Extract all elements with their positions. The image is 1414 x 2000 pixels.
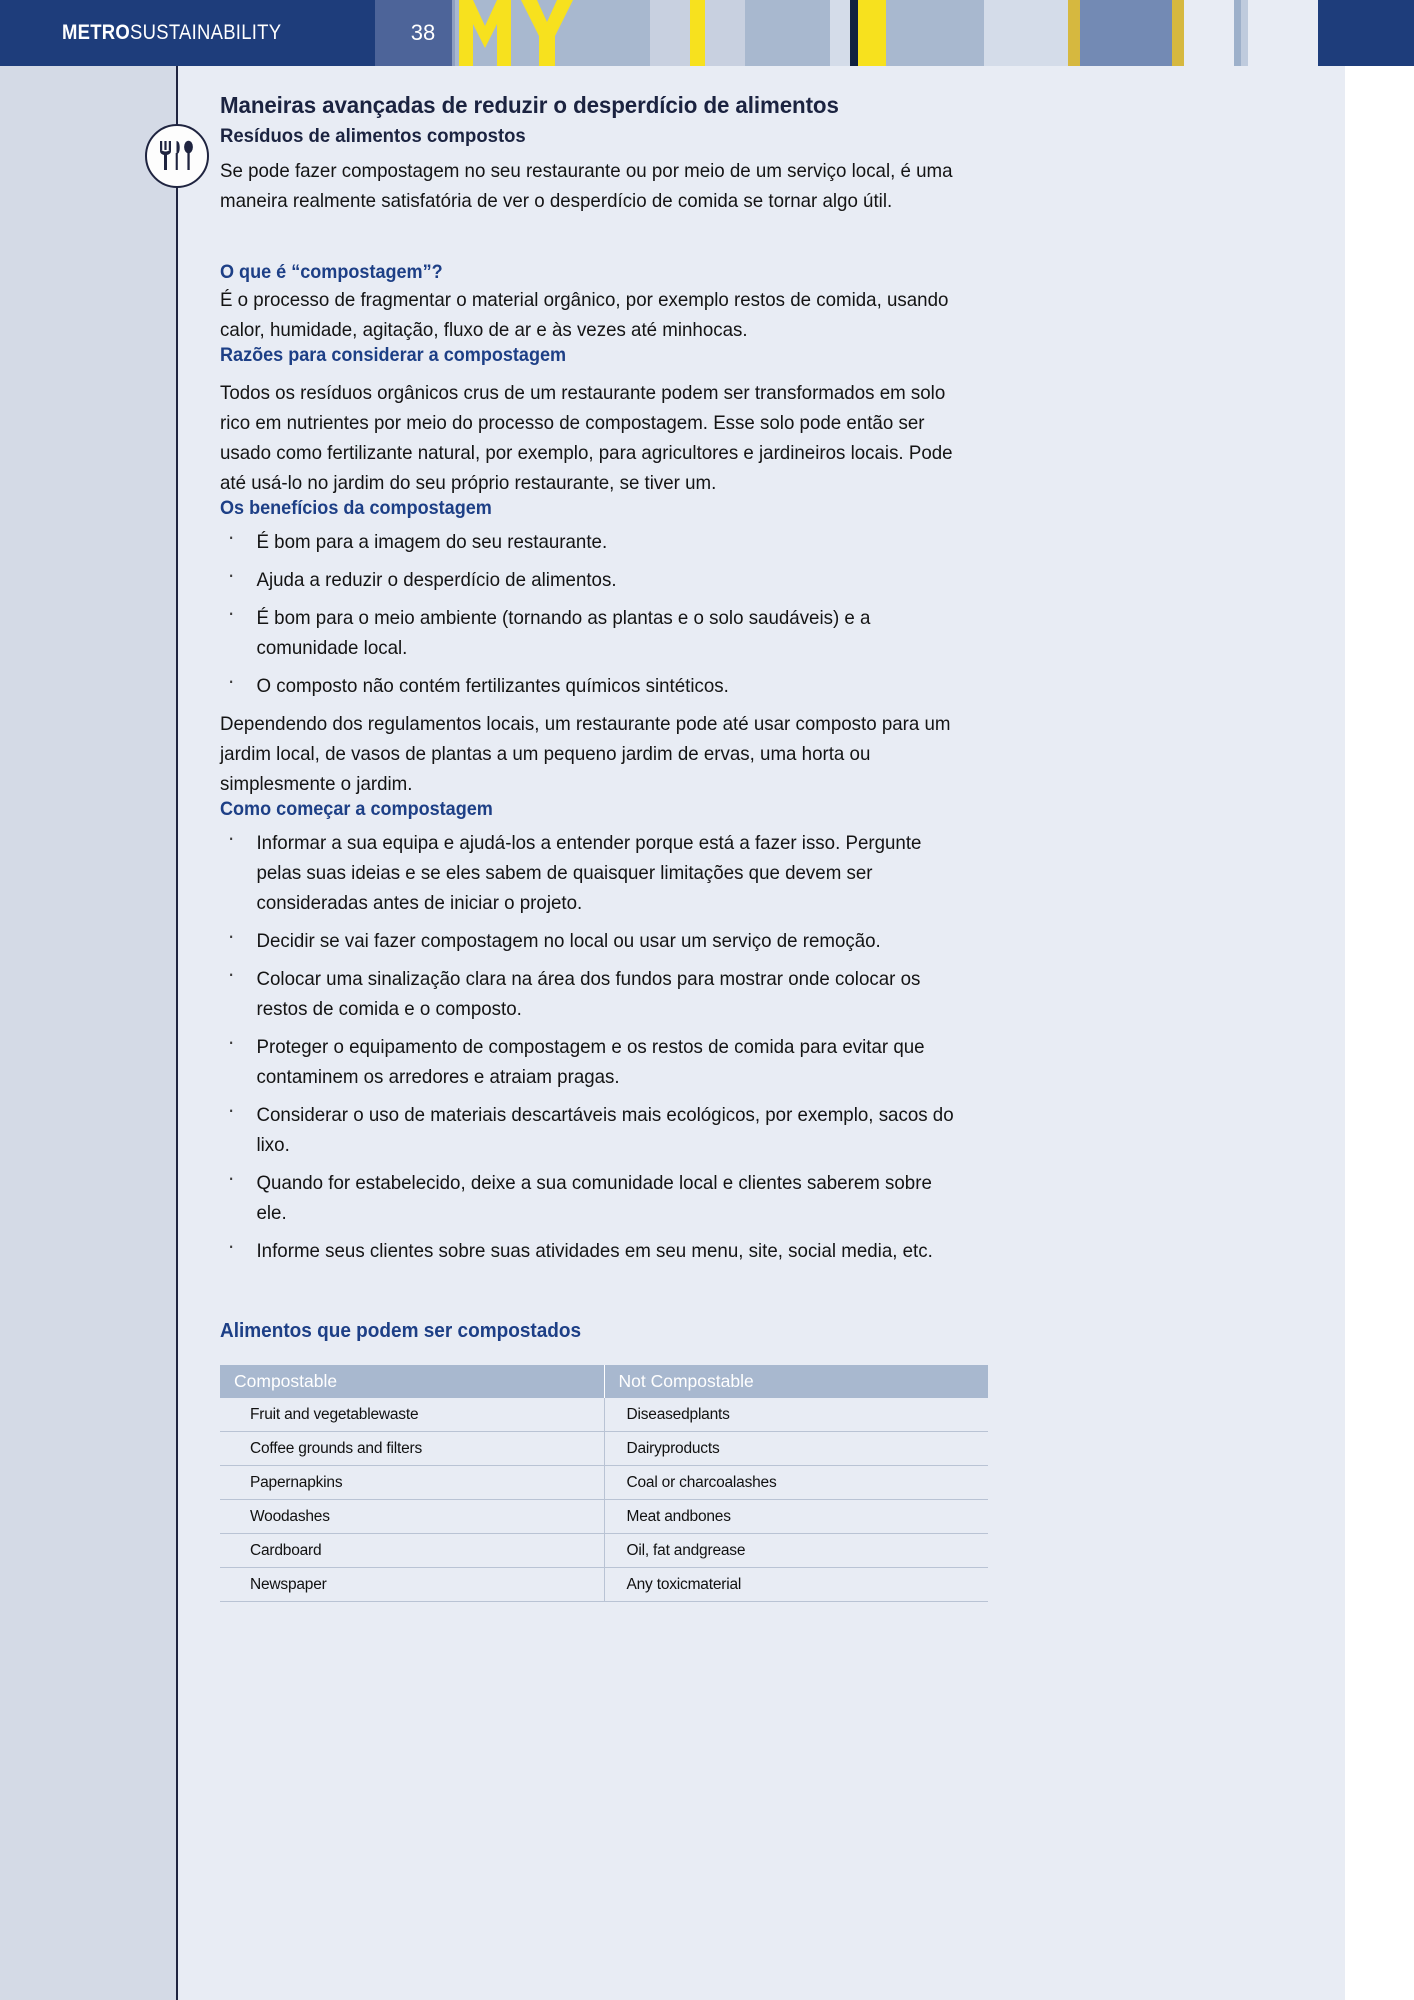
cell-not-compostable: Dairyproducts: [604, 1432, 988, 1466]
cell-compostable: Coffee grounds and filters: [220, 1432, 604, 1466]
list-item: · Quando for estabelecido, deixe a sua comunidade local e clientes saberem sobre ele.: [220, 1168, 959, 1228]
list-item: · Proteger o equipamento de compostagem e os restos de comida para evitar que contaminem os arredores e atraiam pragas.: [220, 1032, 959, 1092]
list-item: · O composto não contém fertilizantes químicos sintéticos.: [220, 671, 959, 701]
header-stripe-slate-2: [1080, 0, 1172, 66]
header-stripe-pale-3: [830, 0, 850, 66]
header-stripe-steel-3: [745, 0, 830, 66]
cell-not-compostable: Diseasedplants: [604, 1398, 988, 1432]
my-logo-letters: [455, 0, 585, 66]
cutlery-icon-glyph: [157, 139, 197, 173]
page-subtitle: Resíduos de alimentos compostos: [220, 125, 526, 147]
list-item: · Informe seus clientes sobre suas atividades em seu menu, site, social media, etc.: [220, 1236, 959, 1266]
brand-light: SUSTAINABILITY: [130, 21, 282, 44]
cell-compostable: Cardboard: [220, 1534, 604, 1568]
column-header-not-compostable: Not Compostable: [604, 1365, 988, 1398]
table-row: [220, 1500, 988, 1534]
table-header-row: [220, 1365, 988, 1398]
cell-compostable: Fruit and vegetablewaste: [220, 1398, 604, 1432]
brand-title: [62, 0, 281, 66]
list-item: · Colocar uma sinalização clara na área dos fundos para mostrar onde colocar os restos de comida e o composto.: [220, 964, 959, 1024]
header-stripe-paler-2: [1248, 0, 1318, 66]
brand-strong: METRO: [62, 21, 131, 44]
page-number: 38: [410, 20, 436, 45]
heading-how-to-start: Como começar a compostagem: [220, 799, 493, 820]
list-item: · Considerar o uso de materiais descartáveis mais ecológicos, por exemplo, sacos do lixo.: [220, 1100, 959, 1160]
list-item: · Informar a sua equipa e ajudá-los a entender porque está a fazer isso. Pergunte pelas suas ideias e se eles sabem de quaisquer limitações que devem ser consideradas antes de iniciar o projeto.: [220, 828, 959, 918]
list-item: · Ajuda a reduzir o desperdício de alimentos.: [220, 565, 959, 595]
header-stripe-paler-1: [1184, 0, 1234, 66]
paragraph-reasons: Todos os resíduos orgânicos crus de um restaurante podem ser transformados em solo rico em nutrientes por meio do processo de compostagem. Esse solo pode então ser usado como fertilizante natural, por exemplo, para agricultores e jardineiros locais. Pode até usá-lo no jardim do seu próprio restaurante, se tiver um.: [220, 382, 953, 494]
header-stripe-navy-2: [1318, 0, 1414, 66]
header-stripe-ink-1: [850, 0, 858, 66]
intro-paragraph: Se pode fazer compostagem no seu restaurante ou por meio de um serviço local, é uma maneira realmente satisfatória de ver o desperdício de comida se tornar algo útil.: [220, 160, 953, 212]
heading-benefits: Os benefícios da compostagem: [220, 498, 492, 519]
compostable-table: [220, 1365, 988, 1602]
benefits-list: [220, 527, 990, 701]
header-stripe-pale-1: [650, 0, 690, 66]
header-stripe-pale-2: [705, 0, 745, 66]
header-stripe-thin-2: [1234, 0, 1241, 66]
header-stripe-yellow-2: [858, 0, 886, 66]
spacer: [220, 216, 990, 262]
cell-compostable: Newspaper: [220, 1568, 604, 1602]
cell-not-compostable: Coal or charcoalashes: [604, 1466, 988, 1500]
heading-reasons: Razões para considerar a compostagem: [220, 345, 567, 366]
header-stripe-pale-4: [984, 0, 1068, 66]
table-row: [220, 1568, 988, 1602]
page-header: [0, 0, 1414, 66]
paragraph-depending-on-regulations: Dependendo dos regulamentos locais, um restaurante pode até usar composto para um jardim local, de vasos de plantas a um pequeno jardim de ervas, uma horta ou simplesmente o jardim.: [220, 713, 951, 795]
spacer: [220, 368, 990, 378]
list-item: · Decidir se vai fazer compostagem no local ou usar um serviço de remoção.: [220, 926, 959, 956]
table-row: [220, 1466, 988, 1500]
column-header-compostable: Compostable: [220, 1365, 604, 1398]
header-stripe-gold-1: [1068, 0, 1080, 66]
header-stripe-yellow-1: [690, 0, 705, 66]
howto-list: [220, 828, 990, 1266]
cell-compostable: Woodashes: [220, 1500, 604, 1534]
header-stripe-steel-2: [585, 0, 650, 66]
cell-not-compostable: Any toxicmaterial: [604, 1568, 988, 1602]
table-body: [220, 1398, 988, 1602]
main-text-column: [220, 92, 990, 1602]
table-title: Alimentos que podem ser compostados: [220, 1320, 582, 1342]
cell-compostable: Papernapkins: [220, 1466, 604, 1500]
header-stripe-thin-3: [1241, 0, 1248, 66]
heading-what-is-composting: O que é “compostagem”?: [220, 262, 443, 283]
left-margin-column: [0, 66, 176, 2000]
table-row: [220, 1432, 988, 1466]
table-row: [220, 1398, 988, 1432]
cell-not-compostable: Meat andbones: [604, 1500, 988, 1534]
page-right-edge: [1345, 66, 1414, 2000]
cutlery-icon: [145, 124, 209, 188]
table-row: [220, 1534, 988, 1568]
header-stripe-steel-4: [886, 0, 984, 66]
margin-vertical-rule: [176, 66, 178, 2000]
page-title: Maneiras avançadas de reduzir o desperdício de alimentos: [220, 92, 839, 118]
list-item: · É bom para a imagem do seu restaurante.: [220, 527, 959, 557]
table-head: [220, 1365, 988, 1398]
paragraph-what-is-composting: É o processo de fragmentar o material orgânico, por exemplo restos de comida, usando calor, humidade, agitação, fluxo de ar e às vezes até minhocas.: [220, 289, 949, 341]
cell-not-compostable: Oil, fat andgrease: [604, 1534, 988, 1568]
spacer: [220, 1274, 990, 1320]
list-item: · É bom para o meio ambiente (tornando as plantas e o solo saudáveis) e a comunidade local.: [220, 603, 959, 663]
header-stripe-gold-2: [1172, 0, 1184, 66]
